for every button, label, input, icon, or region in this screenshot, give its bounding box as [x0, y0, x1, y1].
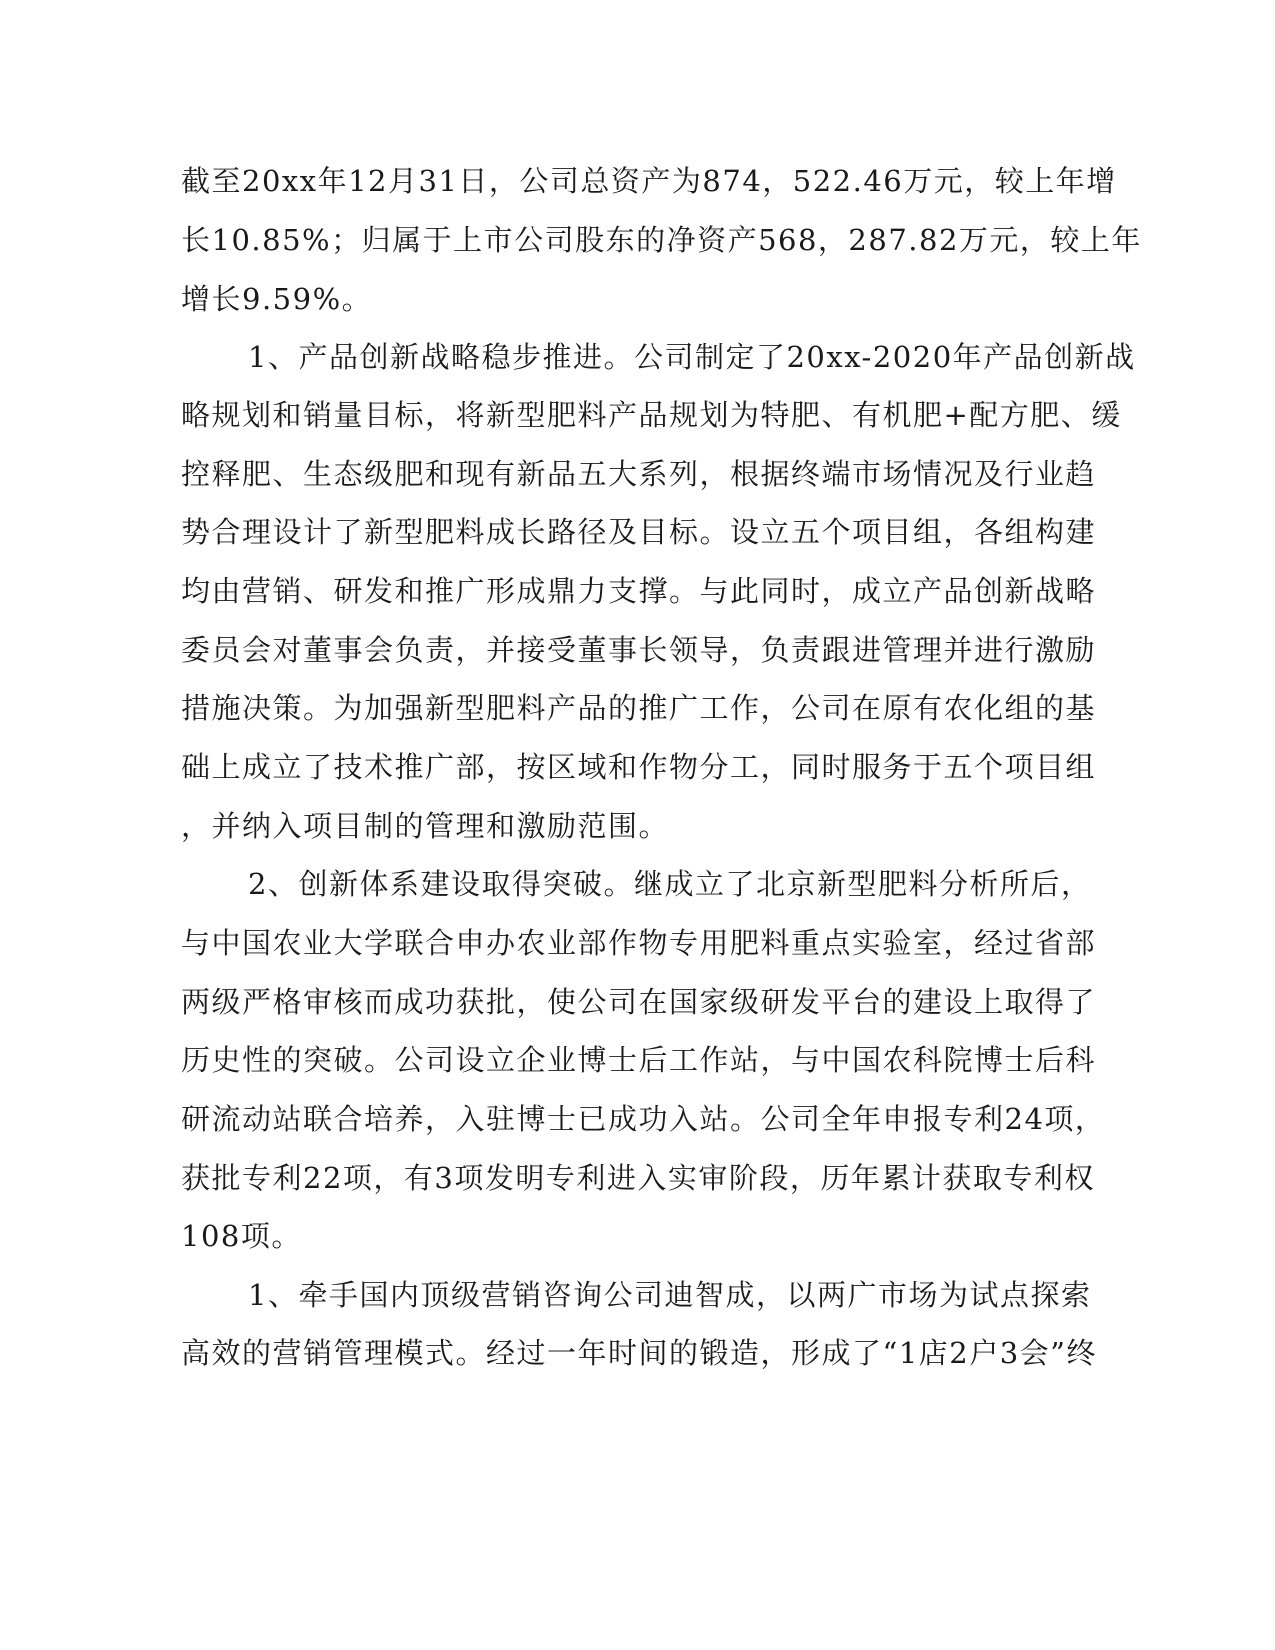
text-line: 两级严格审核而成功获批，使公司在国家级研发平台的建设上取得了 — [181, 985, 1097, 1019]
text-line: ，并纳入项目制的管理和激励范围。 — [181, 809, 670, 843]
text-line: 委员会对董事会负责，并接受董事长领导，负责跟进管理并进行激励 — [181, 633, 1097, 667]
text-line: 高效的营销管理模式。经过一年时间的锻造，形成了“1店2户3会”终 — [181, 1336, 1098, 1370]
text-line: 1、产品创新战略稳步推进。公司制定了20xx-2020年产品创新战 — [248, 340, 1136, 374]
text-line: 获批专利22项，有3项发明专利进入实审阶段，历年累计获取专利权 — [181, 1161, 1095, 1195]
text-line: 础上成立了技术推广部，按区域和作物分工，同时服务于五个项目组 — [181, 750, 1097, 784]
text-line: 研流动站联合培养，入驻博士已成功入站。公司全年申报专利24项， — [181, 1102, 1106, 1136]
text-line: 截至20xx年12月31日，公司总资产为874，522.46万元，较上年增 — [181, 164, 1117, 198]
text-line: 历史性的突破。公司设立企业博士后工作站，与中国农科院博士后科 — [181, 1043, 1097, 1077]
text-line: 势合理设计了新型肥料成长路径及目标。设立五个项目组，各组构建 — [181, 515, 1097, 549]
text-line: 2、创新体系建设取得突破。继成立了北京新型肥料分析所后， — [248, 867, 1092, 901]
text-line: 1、牵手国内顶级营销咨询公司迪智成，以两广市场为试点探索 — [248, 1278, 1092, 1312]
text-line: 与中国农业大学联合申办农业部作物专用肥料重点实验室，经过省部 — [181, 926, 1097, 960]
text-line: 均由营销、研发和推广形成鼎力支撑。与此同时，成立产品创新战略 — [181, 574, 1097, 608]
text-line: 措施决策。为加强新型肥料产品的推广工作，公司在原有农化组的基 — [181, 691, 1097, 725]
text-line: 增长9.59%。 — [181, 282, 373, 316]
text-line: 108项。 — [181, 1219, 302, 1253]
text-line: 略规划和销量目标，将新型肥料产品规划为特肥、有机肥+配方肥、缓 — [181, 398, 1122, 432]
text-line: 控释肥、生态级肥和现有新品五大系列，根据终端市场情况及行业趋 — [181, 457, 1097, 491]
text-line: 长10.85%；归属于上市公司股东的净资产568，287.82万元，较上年 — [181, 223, 1142, 257]
